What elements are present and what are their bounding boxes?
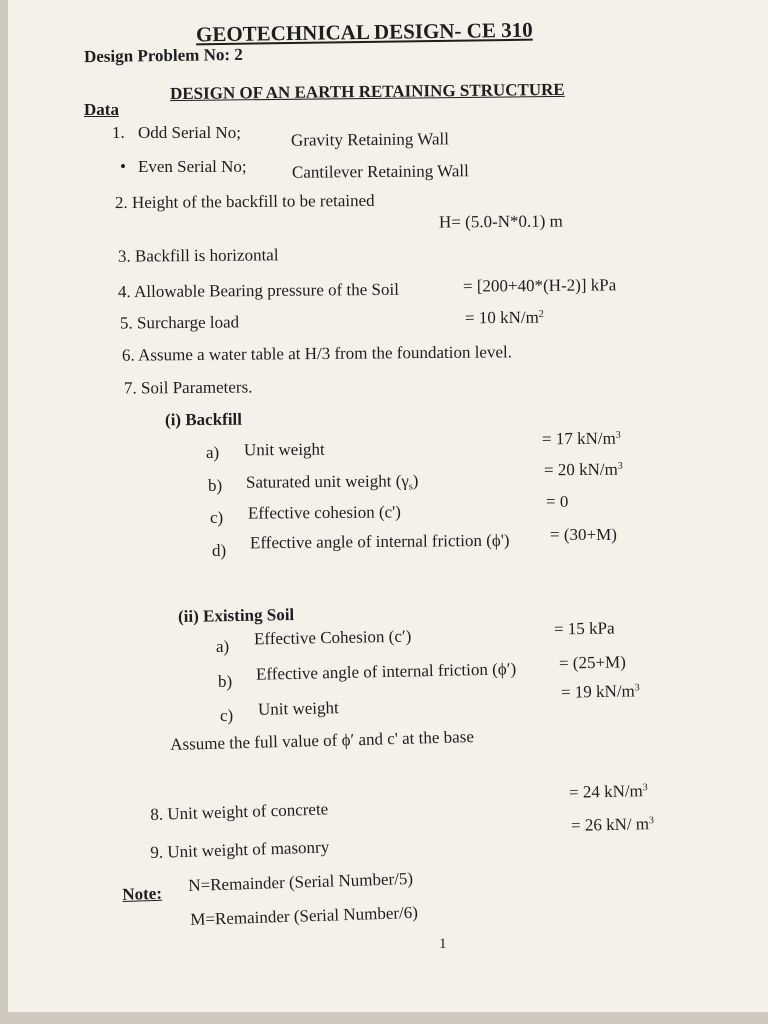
- item-1-text: Odd Serial No;: [138, 123, 241, 142]
- backfill-c-label: c): [210, 508, 224, 527]
- item-6: 6. Assume a water table at H/3 from the foundation level.: [121, 342, 513, 365]
- course-title: GEOTECHNICAL DESIGN- CE 310: [195, 17, 533, 47]
- existing-unit-weight-value: = 19 $kN/m^3$: [560, 681, 640, 702]
- item-1b-bullet: •: [120, 157, 126, 176]
- backfill-cohesion: Effective cohesion (c'): [247, 502, 401, 523]
- problem-label: Design Problem No: 2: [83, 44, 243, 67]
- backfill-saturated-weight-value: = 20 $kN/m^3$: [543, 459, 623, 480]
- item-4: 4. Allowable Bearing pressure of the Soil: [117, 279, 399, 302]
- backfill-a-label: a): [206, 443, 220, 462]
- subtitle: DESIGN OF AN EARTH RETAINING STRUCTURE: [169, 79, 565, 104]
- existing-friction-angle-value: = (25+M): [558, 652, 627, 673]
- item-1-number: 1.: [112, 123, 125, 142]
- item-1b-text: Even Serial No;: [138, 157, 247, 176]
- item-4-value: = [200+40*(H-2)] kPa: [462, 275, 617, 296]
- existing-cohesion: Effective Cohesion (c′): [253, 626, 412, 649]
- item-5: 5. Surcharge load: [119, 312, 240, 333]
- item-2: 2. Height of the backfill to be retained: [114, 190, 375, 213]
- existing-soil-heading: (ii) Existing Soil: [177, 604, 295, 627]
- backfill-d-label: d): [212, 541, 227, 560]
- backfill-friction-angle-value: = (30+M): [550, 525, 617, 544]
- page-number: 1: [439, 936, 447, 952]
- existing-a-label: a): [216, 637, 230, 656]
- item-1b-value: Cantilever Retaining Wall: [291, 161, 469, 182]
- item-2-value: H= (5.0-N*0.1) m: [438, 211, 563, 232]
- existing-cohesion-value: = 15 kPa: [553, 618, 615, 639]
- note-line-1: N=Remainder (Serial Number/5): [188, 868, 414, 895]
- item-9-value: = 26 kN/ $m^3$: [570, 814, 655, 835]
- data-heading: Data: [84, 100, 119, 119]
- note-label: Note:: [122, 883, 163, 904]
- existing-b-label: b): [218, 672, 233, 691]
- note-line-2: M=Remainder (Serial Number/6): [190, 902, 419, 929]
- existing-friction-angle: Effective angle of internal friction (ϕ′): [255, 659, 517, 684]
- document-page: [8, 0, 768, 1012]
- backfill-unit-weight: Unit weight: [243, 439, 325, 460]
- assume-note: Assume the full value of ϕ′ and c' at the base: [170, 727, 475, 754]
- item-8: 8. Unit weight of concrete: [150, 799, 329, 824]
- backfill-cohesion-value: = 0: [546, 492, 569, 511]
- backfill-saturated-weight: Saturated unit weight $(\gamma_s)$: [245, 471, 419, 493]
- backfill-b-label: b): [208, 476, 223, 495]
- backfill-heading: (i) Backfill: [164, 409, 243, 430]
- existing-unit-weight: Unit weight: [257, 698, 339, 719]
- existing-c-label: c): [220, 706, 234, 725]
- item-3: 3. Backfill is horizontal: [117, 245, 279, 266]
- item-9: 9. Unit weight of masonry: [150, 837, 330, 862]
- item-7: 7. Soil Parameters.: [123, 377, 253, 398]
- backfill-unit-weight-value: = 17 $kN/m^3$: [541, 428, 621, 449]
- item-1-value: Gravity Retaining Wall: [290, 129, 449, 150]
- backfill-friction-angle: Effective angle of internal friction (ϕ'): [249, 530, 510, 553]
- item-5-value: = 10 $kN/m^2$: [464, 307, 544, 328]
- item-8-value: = 24 $kN/m^3$: [568, 781, 648, 802]
